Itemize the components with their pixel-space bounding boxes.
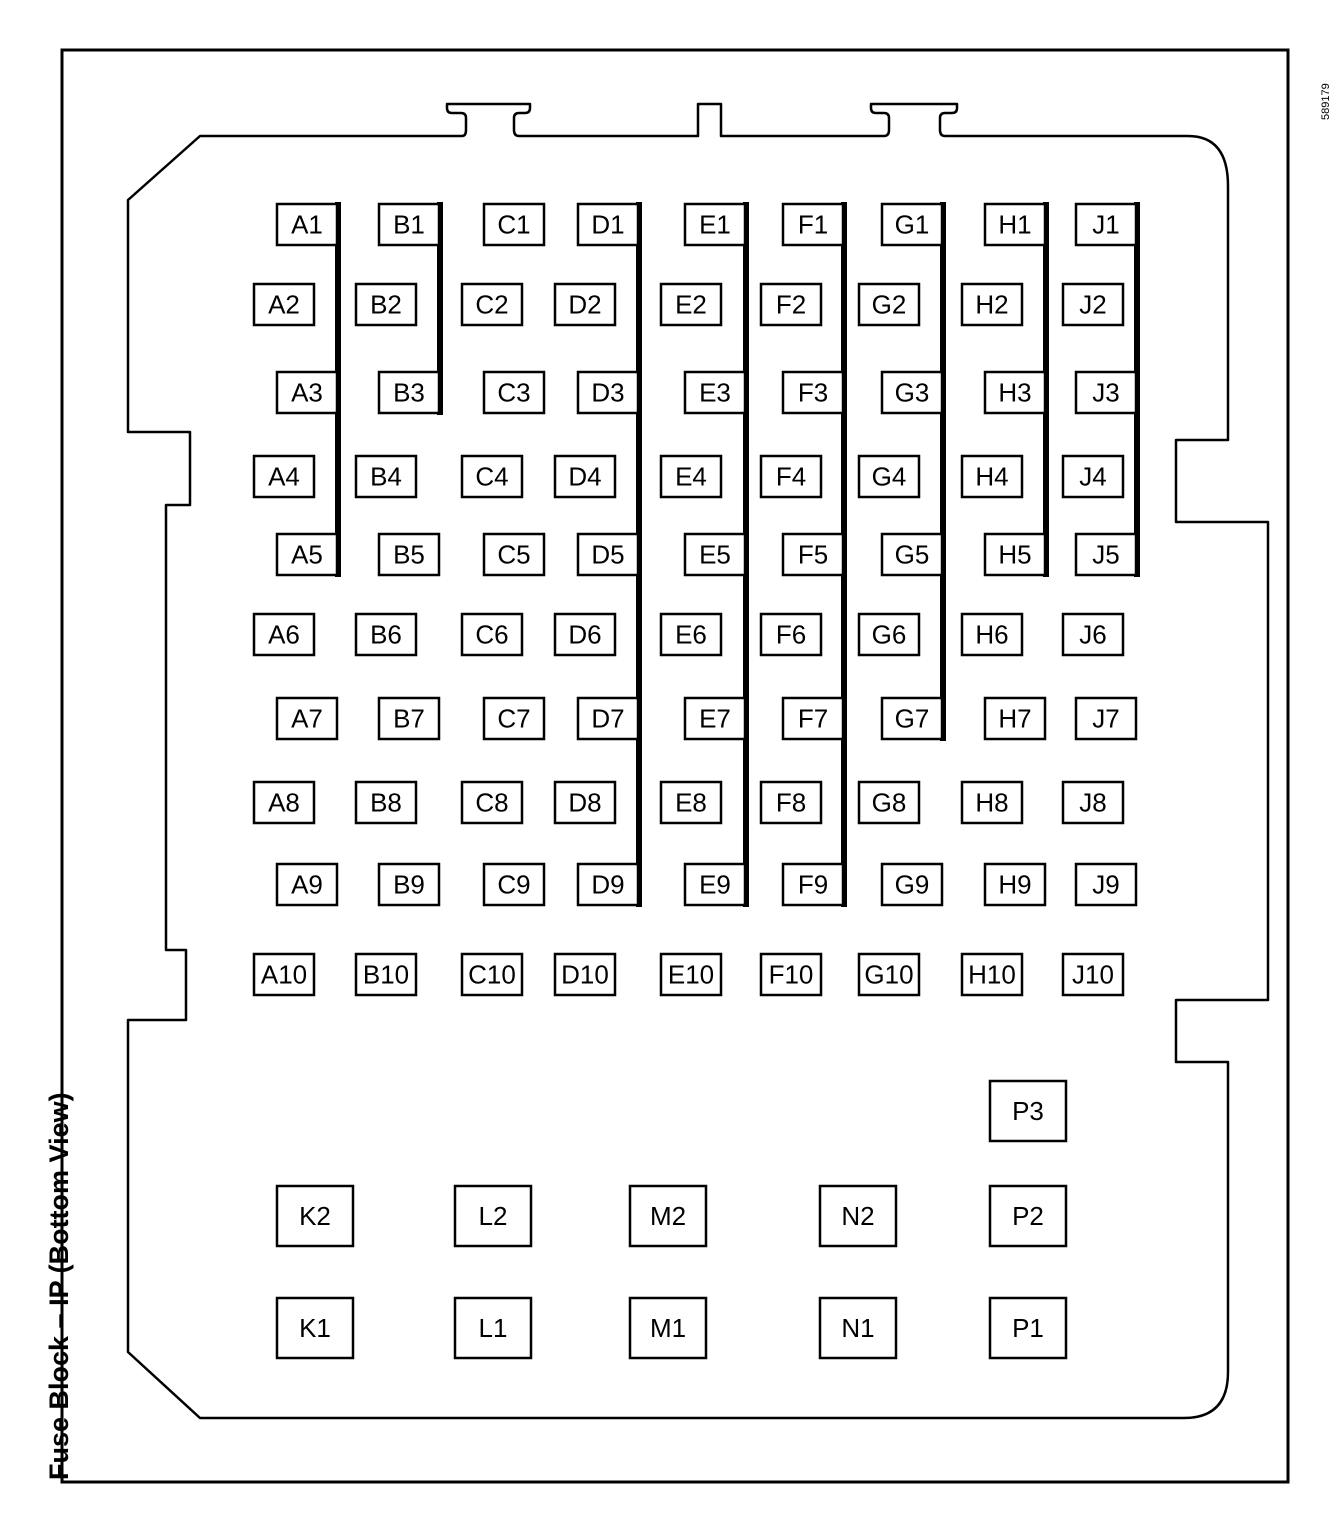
fuse-label: C10 bbox=[468, 959, 516, 990]
fuse-label: C8 bbox=[475, 787, 509, 818]
fuse-d5 bbox=[578, 534, 638, 575]
fuse-label: J1 bbox=[1092, 209, 1120, 240]
diagram-title: Fuse Block – IP (Bottom View) bbox=[44, 1092, 74, 1480]
fuse-label: D6 bbox=[568, 619, 602, 650]
fuse-a5 bbox=[277, 534, 337, 575]
relay-label: K2 bbox=[299, 1201, 331, 1231]
fuse-label: C9 bbox=[497, 869, 531, 900]
fuse-label: A1 bbox=[291, 209, 323, 240]
fuse-label: J6 bbox=[1079, 619, 1107, 650]
fuse-label: A5 bbox=[291, 539, 323, 570]
relay-label: P3 bbox=[1012, 1096, 1044, 1126]
fuse-b8 bbox=[356, 782, 416, 823]
fuse-a8 bbox=[254, 782, 314, 823]
fuse-b3 bbox=[379, 372, 439, 413]
fuse-j7 bbox=[1076, 698, 1136, 739]
fuse-label: C5 bbox=[497, 539, 531, 570]
fuse-label: E7 bbox=[699, 703, 731, 734]
relay-label: M1 bbox=[649, 1313, 687, 1343]
fuse-label: G8 bbox=[871, 787, 907, 818]
fuse-e9 bbox=[685, 864, 745, 905]
fuse-e6 bbox=[661, 614, 721, 655]
fuse-label: E3 bbox=[699, 377, 731, 408]
fuse-label: H1 bbox=[998, 209, 1032, 240]
fuse-a2 bbox=[254, 284, 314, 325]
fuse-e10 bbox=[661, 954, 721, 995]
relay-m1 bbox=[630, 1298, 706, 1358]
fuse-c9 bbox=[484, 864, 544, 905]
fuse-label: D5 bbox=[591, 539, 625, 570]
fuse-a6 bbox=[254, 614, 314, 655]
fuse-label: J10 bbox=[1072, 959, 1114, 990]
fuse-label: G9 bbox=[894, 869, 930, 900]
fuse-c2 bbox=[462, 284, 522, 325]
relay-n2 bbox=[820, 1186, 896, 1246]
fuse-j5 bbox=[1076, 534, 1136, 575]
fuse-label: A4 bbox=[268, 461, 300, 492]
fuse-label: D1 bbox=[591, 209, 625, 240]
fuse-h5 bbox=[985, 534, 1045, 575]
fuse-c5 bbox=[484, 534, 544, 575]
fuse-g9 bbox=[882, 864, 942, 905]
fuse-a7 bbox=[277, 698, 337, 739]
fuse-e1 bbox=[685, 204, 745, 245]
relay-l1 bbox=[455, 1298, 531, 1358]
fuse-f2 bbox=[761, 284, 821, 325]
fuse-label: G6 bbox=[871, 619, 907, 650]
relay-k2 bbox=[277, 1186, 353, 1246]
fuse-g1 bbox=[882, 204, 942, 245]
fuse-label: E8 bbox=[675, 787, 707, 818]
fuse-h3 bbox=[985, 372, 1045, 413]
fuse-j2 bbox=[1063, 284, 1123, 325]
fuse-label: A6 bbox=[268, 619, 300, 650]
fuse-f5 bbox=[783, 534, 843, 575]
fuse-label: E4 bbox=[675, 461, 707, 492]
fuse-f10 bbox=[761, 954, 821, 995]
fuse-a9 bbox=[277, 864, 337, 905]
fuse-label: E1 bbox=[699, 209, 731, 240]
relay-p3 bbox=[990, 1081, 1066, 1141]
fuse-h7 bbox=[985, 698, 1045, 739]
fuse-d8 bbox=[555, 782, 615, 823]
bus-bar-g bbox=[940, 202, 946, 741]
relay-label: K1 bbox=[299, 1313, 331, 1343]
fuse-b6 bbox=[356, 614, 416, 655]
fuse-g10 bbox=[859, 954, 919, 995]
relay-k1 bbox=[277, 1298, 353, 1358]
fuse-label: D2 bbox=[568, 289, 602, 320]
fuse-a10 bbox=[254, 954, 314, 995]
fuse-label: G7 bbox=[894, 703, 930, 734]
fuse-label: F5 bbox=[797, 539, 829, 570]
relay-label: P2 bbox=[1012, 1201, 1044, 1231]
fuse-label: J2 bbox=[1079, 289, 1107, 320]
fuse-label: B7 bbox=[393, 703, 425, 734]
fuse-j10 bbox=[1063, 954, 1123, 995]
relay-label: N1 bbox=[841, 1313, 875, 1343]
fuse-c3 bbox=[484, 372, 544, 413]
fuse-label: D8 bbox=[568, 787, 602, 818]
fuse-e4 bbox=[661, 456, 721, 497]
relay-n1 bbox=[820, 1298, 896, 1358]
fuse-label: C4 bbox=[475, 461, 509, 492]
fuse-g6 bbox=[859, 614, 919, 655]
fuse-label: F2 bbox=[775, 289, 807, 320]
fuse-label: D10 bbox=[561, 959, 609, 990]
fuse-b10 bbox=[356, 954, 416, 995]
fuse-label: C2 bbox=[475, 289, 509, 320]
fuse-label: H4 bbox=[975, 461, 1009, 492]
fuse-label: B10 bbox=[362, 959, 410, 990]
fuse-f3 bbox=[783, 372, 843, 413]
fuse-label: B2 bbox=[370, 289, 402, 320]
fuse-d4 bbox=[555, 456, 615, 497]
fuse-label: G5 bbox=[894, 539, 930, 570]
fuse-c1 bbox=[484, 204, 544, 245]
fuse-label: H2 bbox=[975, 289, 1009, 320]
fuse-d10 bbox=[555, 954, 615, 995]
fuse-e2 bbox=[661, 284, 721, 325]
fuse-f4 bbox=[761, 456, 821, 497]
fuse-h4 bbox=[962, 456, 1022, 497]
fuse-label: B9 bbox=[393, 869, 425, 900]
fuse-h6 bbox=[962, 614, 1022, 655]
fuse-c8 bbox=[462, 782, 522, 823]
fuse-label: B8 bbox=[370, 787, 402, 818]
fuse-label: C6 bbox=[475, 619, 509, 650]
fuse-label: F9 bbox=[797, 869, 829, 900]
fuse-e7 bbox=[685, 698, 745, 739]
fuse-label: G4 bbox=[871, 461, 907, 492]
fuse-label: A9 bbox=[291, 869, 323, 900]
fuse-label: A2 bbox=[268, 289, 300, 320]
fuse-label: B5 bbox=[393, 539, 425, 570]
fuse-g2 bbox=[859, 284, 919, 325]
fuse-h8 bbox=[962, 782, 1022, 823]
fuse-label: J4 bbox=[1079, 461, 1107, 492]
fuse-d1 bbox=[578, 204, 638, 245]
fuse-b1 bbox=[379, 204, 439, 245]
fuse-label: F4 bbox=[775, 461, 807, 492]
fuse-label: F7 bbox=[797, 703, 829, 734]
fuse-label: G1 bbox=[894, 209, 930, 240]
fuse-e3 bbox=[685, 372, 745, 413]
fuse-b5 bbox=[379, 534, 439, 575]
fuse-b2 bbox=[356, 284, 416, 325]
fuse-b7 bbox=[379, 698, 439, 739]
relay-label: M2 bbox=[649, 1201, 687, 1231]
fuse-d7 bbox=[578, 698, 638, 739]
fuse-h9 bbox=[985, 864, 1045, 905]
fuse-j9 bbox=[1076, 864, 1136, 905]
reference-id: 589179 bbox=[1320, 83, 1332, 120]
fuse-h2 bbox=[962, 284, 1022, 325]
relay-p1 bbox=[990, 1298, 1066, 1358]
fuse-label: B6 bbox=[370, 619, 402, 650]
fuse-label: G3 bbox=[894, 377, 930, 408]
fuse-a4 bbox=[254, 456, 314, 497]
fuse-label: D3 bbox=[591, 377, 625, 408]
fuse-g8 bbox=[859, 782, 919, 823]
fuse-c7 bbox=[484, 698, 544, 739]
fuse-f6 bbox=[761, 614, 821, 655]
fuse-label: H10 bbox=[968, 959, 1016, 990]
fuse-label: A10 bbox=[260, 959, 308, 990]
relay-label: L1 bbox=[478, 1313, 508, 1343]
fuse-label: C1 bbox=[497, 209, 531, 240]
fuse-f8 bbox=[761, 782, 821, 823]
fuse-label: H6 bbox=[975, 619, 1009, 650]
fuse-b9 bbox=[379, 864, 439, 905]
outer-frame bbox=[62, 50, 1288, 1482]
fuse-label: J5 bbox=[1092, 539, 1120, 570]
fuse-label: G2 bbox=[871, 289, 907, 320]
fuse-label: E10 bbox=[667, 959, 715, 990]
fuse-label: J9 bbox=[1092, 869, 1120, 900]
fuse-label: E2 bbox=[675, 289, 707, 320]
fuse-label: F8 bbox=[775, 787, 807, 818]
fuse-label: F1 bbox=[797, 209, 829, 240]
fuse-label: C3 bbox=[497, 377, 531, 408]
fuse-g4 bbox=[859, 456, 919, 497]
fuse-label: B4 bbox=[370, 461, 402, 492]
relay-p2 bbox=[990, 1186, 1066, 1246]
fuse-f9 bbox=[783, 864, 843, 905]
fuse-h10 bbox=[962, 954, 1022, 995]
fuse-a1 bbox=[277, 204, 337, 245]
fuse-j3 bbox=[1076, 372, 1136, 413]
fuse-h1 bbox=[985, 204, 1045, 245]
fuse-label: J3 bbox=[1092, 377, 1120, 408]
fuse-f7 bbox=[783, 698, 843, 739]
fuse-c4 bbox=[462, 456, 522, 497]
fuse-label: F6 bbox=[775, 619, 807, 650]
fuse-label: G10 bbox=[864, 959, 914, 990]
fuse-label: A7 bbox=[291, 703, 323, 734]
fuse-label: E9 bbox=[699, 869, 731, 900]
fuse-label: E5 bbox=[699, 539, 731, 570]
relay-l2 bbox=[455, 1186, 531, 1246]
fuse-j4 bbox=[1063, 456, 1123, 497]
fuse-label: H9 bbox=[998, 869, 1032, 900]
fuse-g5 bbox=[882, 534, 942, 575]
fuse-d9 bbox=[578, 864, 638, 905]
fuse-label: D7 bbox=[591, 703, 625, 734]
fuse-label: A8 bbox=[268, 787, 300, 818]
fuse-label: D9 bbox=[591, 869, 625, 900]
fuse-c10 bbox=[462, 954, 522, 995]
fuse-label: E6 bbox=[675, 619, 707, 650]
fuse-label: J8 bbox=[1079, 787, 1107, 818]
fuse-e8 bbox=[661, 782, 721, 823]
fuse-j6 bbox=[1063, 614, 1123, 655]
fuse-d3 bbox=[578, 372, 638, 413]
fuse-f1 bbox=[783, 204, 843, 245]
fuse-c6 bbox=[462, 614, 522, 655]
relay-label: L2 bbox=[478, 1201, 508, 1231]
relay-m2 bbox=[630, 1186, 706, 1246]
fuse-label: B1 bbox=[393, 209, 425, 240]
fuse-a3 bbox=[277, 372, 337, 413]
fuse-label: H3 bbox=[998, 377, 1032, 408]
fuse-e5 bbox=[685, 534, 745, 575]
fuse-label: H7 bbox=[998, 703, 1032, 734]
relay-label: P1 bbox=[1012, 1313, 1044, 1343]
fuse-label: H5 bbox=[998, 539, 1032, 570]
fuse-label: A3 bbox=[291, 377, 323, 408]
fuse-label: F3 bbox=[797, 377, 829, 408]
fuse-b4 bbox=[356, 456, 416, 497]
fuse-label: B3 bbox=[393, 377, 425, 408]
fuse-label: D4 bbox=[568, 461, 602, 492]
fuse-label: F10 bbox=[768, 959, 814, 990]
relay-label: N2 bbox=[841, 1201, 875, 1231]
fuse-d6 bbox=[555, 614, 615, 655]
fuse-label: H8 bbox=[975, 787, 1009, 818]
fuse-j8 bbox=[1063, 782, 1123, 823]
fuse-g3 bbox=[882, 372, 942, 413]
fuse-label: J7 bbox=[1092, 703, 1120, 734]
fuse-d2 bbox=[555, 284, 615, 325]
fuse-label: C7 bbox=[497, 703, 531, 734]
fuse-j1 bbox=[1076, 204, 1136, 245]
fuse-g7 bbox=[882, 698, 942, 739]
